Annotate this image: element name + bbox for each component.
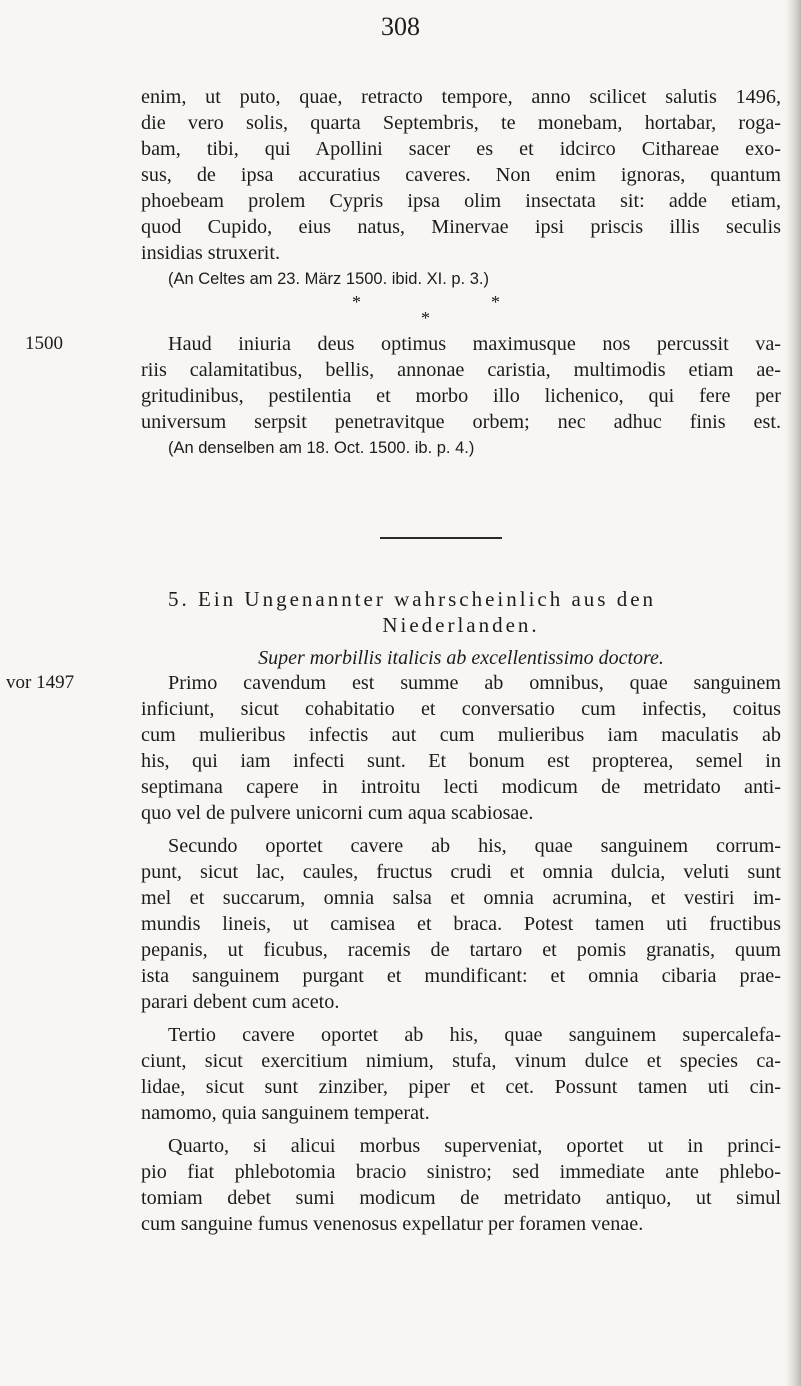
- citation: (An denselben am 18. Oct. 1500. ib. p. 4.): [168, 439, 475, 457]
- margin-year: 1500: [25, 333, 63, 354]
- text-line: universum serpsit penetravitque orbem; nec adhuc finis est.: [141, 411, 781, 433]
- text-line: Tertio cavere oportet ab his, quae sanguinem supercalefa-: [168, 1024, 781, 1046]
- separator-rule: [380, 537, 502, 539]
- text-line: parari debent cum aceto.: [141, 991, 340, 1013]
- text-line: namomo, quia sanguinem temperat.: [141, 1102, 430, 1124]
- text-line: mundis lineis, ut camisea et braca. Potest tamen uti fructibus: [141, 913, 781, 935]
- section-title-cont: Niederlanden.: [382, 613, 540, 637]
- text-line: his, qui iam infecti sunt. Et bonum est propterea, semel in: [141, 750, 781, 772]
- asterisk: *: [421, 308, 430, 328]
- text-line: cum sanguine fumus venenosus expellatur per foramen venae.: [141, 1213, 644, 1235]
- text-line: Quarto, si alicui morbus superveniat, oportet ut in princi-: [168, 1135, 781, 1157]
- text-line: bam, tibi, qui Apollini sacer es et idcirco Cithareae exo-: [141, 138, 781, 160]
- text-line: pepanis, ut ficubus, racemis de tartaro et pomis granatis, quum: [141, 939, 781, 961]
- text-line: Primo cavendum est summe ab omnibus, quae sanguinem: [168, 672, 781, 694]
- text-line: quod Cupido, eius natus, Minervae ipsi priscis illis seculis: [141, 216, 781, 238]
- text-line: inficiunt, sicut cohabitatio et conversatio cum infectis, coitus: [141, 698, 781, 720]
- text-line: gritudinibus, pestilentia et morbo illo lichenico, qui fere per: [141, 385, 781, 407]
- text-line: phoebeam prolem Cypris ipsa olim insectata sit: adde etiam,: [141, 190, 781, 212]
- text-line: lidae, sicut sunt zinziber, piper et cet. Possunt tamen uti cin-: [141, 1076, 781, 1098]
- subtitle: Super morbillis italicis ab excellentissimo doctore.: [258, 647, 664, 669]
- text-line: tomiam debet sumi modicum de metridato antiquo, ut simul: [141, 1187, 781, 1209]
- text-line: septimana capere in introitu lecti modicum de metridato anti-: [141, 776, 781, 798]
- text-line: ista sanguinem purgant et mundificant: et omnia cibaria prae-: [141, 965, 781, 987]
- text-line: quo vel de pulvere unicorni cum aqua scabiosae.: [141, 802, 534, 824]
- page-number: 308: [381, 12, 420, 41]
- page-edge-shadow: [786, 0, 801, 1386]
- text-line: die vero solis, quarta Septembris, te monebam, hortabar, roga-: [141, 112, 781, 134]
- text-line: ciunt, sicut exercitium nimium, stufa, vinum dulce et species ca-: [141, 1050, 781, 1072]
- text-line: cum mulieribus infectis aut cum mulieribus iam maculatis ab: [141, 724, 781, 746]
- asterisk: *: [491, 292, 500, 312]
- citation: (An Celtes am 23. März 1500. ibid. XI. p. 3.): [168, 270, 489, 288]
- text-line: pio fiat phlebotomia bracio sinistro; sed immediate ante phlebo-: [141, 1161, 781, 1183]
- text-line: sus, de ipsa accuratius caveres. Non enim ignoras, quantum: [141, 164, 781, 186]
- section-title: 5. Ein Ungenannter wahrscheinlich aus den: [168, 587, 657, 611]
- text-line: insidias struxerit.: [141, 242, 281, 264]
- text-line: Haud iniuria deus optimus maximusque nos percussit va-: [168, 333, 781, 355]
- text-line: riis calamitatibus, bellis, annonae caristia, multimodis etiam ae-: [141, 359, 781, 381]
- text-line: punt, sicut lac, caules, fructus crudi et omnia dulcia, veluti sunt: [141, 861, 781, 883]
- margin-date: vor 1497: [6, 672, 75, 693]
- text-line: enim, ut puto, quae, retracto tempore, anno scilicet salutis 1496,: [141, 86, 781, 108]
- text-line: mel et succarum, omnia salsa et omnia acrumina, et vestiri im-: [141, 887, 781, 909]
- asterisk: *: [352, 292, 361, 312]
- text-line: Secundo oportet cavere ab his, quae sanguinem corrum-: [168, 835, 781, 857]
